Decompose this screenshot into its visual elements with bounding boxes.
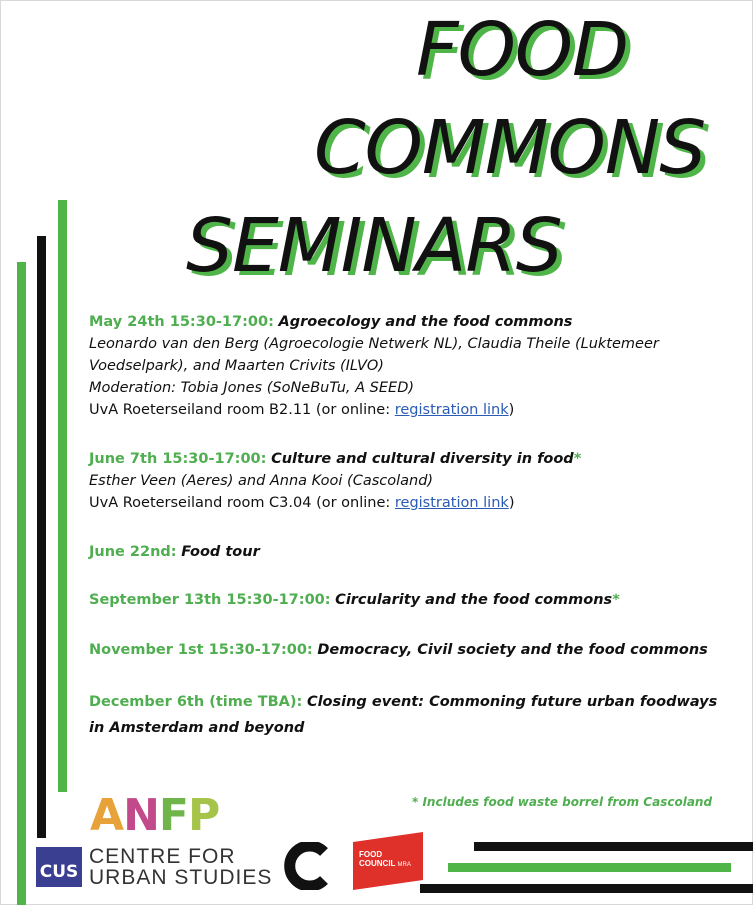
event-date: November 1st 15:30-17:00:: [89, 642, 313, 658]
event-title: Food tour: [181, 544, 260, 560]
event-title: Circularity and the food commons: [335, 592, 613, 608]
event-title: Democracy, Civil society and the food commons: [317, 642, 708, 658]
event-date: December 6th (time TBA):: [89, 694, 303, 710]
event-moderation: Moderation: Tobia Jones (SoNeBuTu, A SEED): [89, 380, 415, 396]
event-title: Culture and cultural diversity in food: [271, 451, 574, 467]
vertical-bar-green-right: [58, 200, 67, 792]
event-date: May 24th 15:30-17:00:: [89, 314, 274, 330]
vertical-bar-green-left: [17, 262, 26, 905]
footnote-star: *: [573, 451, 582, 467]
event-location: UvA Roeterseiland room B2.11 (or online: registration link): [89, 402, 515, 418]
event-speakers: Leonardo van den Berg (Agroecologie Netwerk NL), Claudia Theile (Luktemeer Voedselpark), and Maarten Crivits (ILVO): [89, 336, 659, 374]
event-may-24: [89, 311, 729, 421]
anfp-logo: ANFP: [90, 790, 220, 841]
event-title: Closing event: Commoning future urban foodways in Amsterdam and beyond: [89, 694, 718, 736]
title-line-commons: COMMONS: [314, 105, 706, 191]
footnote-star: *: [612, 592, 620, 608]
food-council-text: FOOD COUNCIL MRA: [359, 850, 411, 868]
seminar-program: [89, 311, 729, 741]
horizontal-bar-black-top: [474, 842, 753, 851]
cus-logo-box: CUS: [36, 847, 82, 887]
horizontal-bar-black-bottom: [420, 884, 753, 893]
event-speakers: Esther Veen (Aeres) and Anna Kooi (Cascoland): [89, 473, 434, 489]
event-november-1: [89, 637, 729, 663]
event-title: Agroecology and the food commons: [278, 314, 573, 330]
event-september-13: [89, 589, 729, 611]
event-date: June 22nd:: [89, 544, 177, 560]
cus-logo-text: CENTRE FOR URBAN STUDIES: [89, 845, 273, 889]
event-date: September 13th 15:30-17:00:: [89, 592, 331, 608]
horizontal-bar-green: [448, 863, 731, 872]
food-council-logo: [353, 832, 423, 890]
event-location: UvA Roeterseiland room C3.04 (or online: registration link): [89, 495, 515, 511]
c-mark-icon: [284, 842, 330, 890]
event-june-22: [89, 541, 729, 563]
event-date: June 7th 15:30-17:00:: [89, 451, 267, 467]
registration-link[interactable]: registration link: [394, 402, 509, 418]
vertical-bar-black: [37, 236, 46, 838]
registration-link[interactable]: registration link: [394, 495, 509, 511]
title-line-seminars: SEMINARS: [186, 203, 562, 289]
event-december-6: [89, 689, 729, 741]
title-line-food: FOOD: [416, 7, 629, 93]
event-june-7: [89, 448, 729, 514]
footnote: * Includes food waste borrel from Cascoland: [412, 795, 713, 809]
